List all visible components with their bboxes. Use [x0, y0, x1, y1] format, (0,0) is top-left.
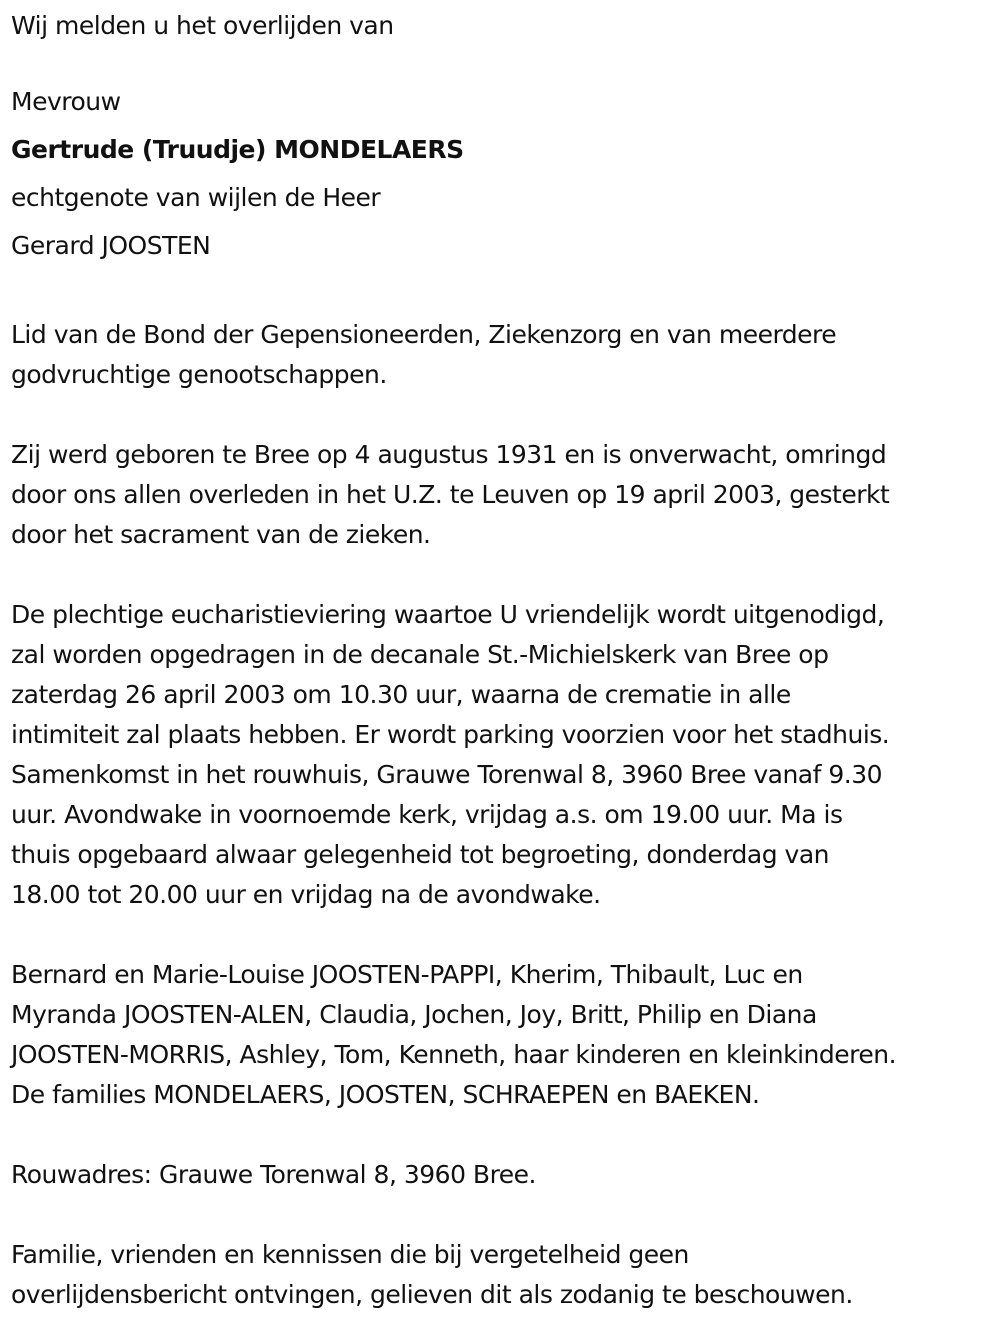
paragraph-membership [11, 315, 996, 395]
spouse-line-1: echtgenote van wijlen de Heer [11, 183, 381, 212]
paragraph-line: Samenkomst in het rouwhuis, Grauwe Torenwal 8, 3960 Bree vanaf 9.30 [11, 760, 883, 789]
paragraph-ceremony [11, 595, 996, 915]
deceased-name: Gertrude (Truudje) MONDELAERS [11, 135, 464, 164]
paragraph-line: De plechtige eucharistieviering waartoe U vriendelijk wordt uitgenodigd, [11, 600, 885, 629]
honorific: Mevrouw [11, 87, 121, 116]
paragraph-line: De families MONDELAERS, JOOSTEN, SCHRAEPEN en BAEKEN. [11, 1080, 760, 1109]
paragraph-closing [11, 1235, 996, 1315]
paragraph-line: zal worden opgedragen in de decanale St.-Michielskerk van Bree op [11, 640, 829, 669]
paragraph-address [11, 1155, 996, 1195]
paragraph-birth-death [11, 435, 996, 555]
paragraph-line: door het sacrament van de zieken. [11, 520, 431, 549]
intro-text: Wij melden u het overlijden van [11, 11, 394, 40]
paragraph-line: godvruchtige genootschappen. [11, 360, 387, 389]
paragraph-line: overlijdensbericht ontvingen, gelieven dit als zodanig te beschouwen. [11, 1280, 853, 1309]
paragraph-line: thuis opgebaard alwaar gelegenheid tot begroeting, donderdag van [11, 840, 830, 869]
paragraph-line: Rouwadres: Grauwe Torenwal 8, 3960 Bree. [11, 1160, 537, 1189]
paragraph-line: Myranda JOOSTEN-ALEN, Claudia, Jochen, Joy, Britt, Philip en Diana [11, 1000, 817, 1029]
paragraph-line: door ons allen overleden in het U.Z. te Leuven op 19 april 2003, gesterkt [11, 480, 890, 509]
spouse-line-2: Gerard JOOSTEN [11, 231, 211, 260]
paragraph-line: Lid van de Bond der Gepensioneerden, Ziekenzorg en van meerdere [11, 320, 837, 349]
death-notice [11, 6, 996, 1315]
paragraph-line: Bernard en Marie-Louise JOOSTEN-PAPPI, Kherim, Thibault, Luc en [11, 960, 803, 989]
paragraph-line: uur. Avondwake in voornoemde kerk, vrijdag a.s. om 19.00 uur. Ma is [11, 800, 843, 829]
paragraph-line: intimiteit zal plaats hebben. Er wordt parking voorzien voor het stadhuis. [11, 720, 890, 749]
paragraph-line: zaterdag 26 april 2003 om 10.30 uur, waarna de crematie in alle [11, 680, 791, 709]
paragraph-line: JOOSTEN-MORRIS, Ashley, Tom, Kenneth, haar kinderen en kleinkinderen. [11, 1040, 897, 1069]
paragraph-line: Familie, vrienden en kennissen die bij vergetelheid geen [11, 1240, 689, 1269]
paragraph-line: 18.00 tot 20.00 uur en vrijdag na de avondwake. [11, 880, 601, 909]
paragraph-family [11, 955, 996, 1115]
paragraph-line: Zij werd geboren te Bree op 4 augustus 1931 en is onverwacht, omringd [11, 440, 887, 469]
deceased-header [11, 78, 996, 270]
